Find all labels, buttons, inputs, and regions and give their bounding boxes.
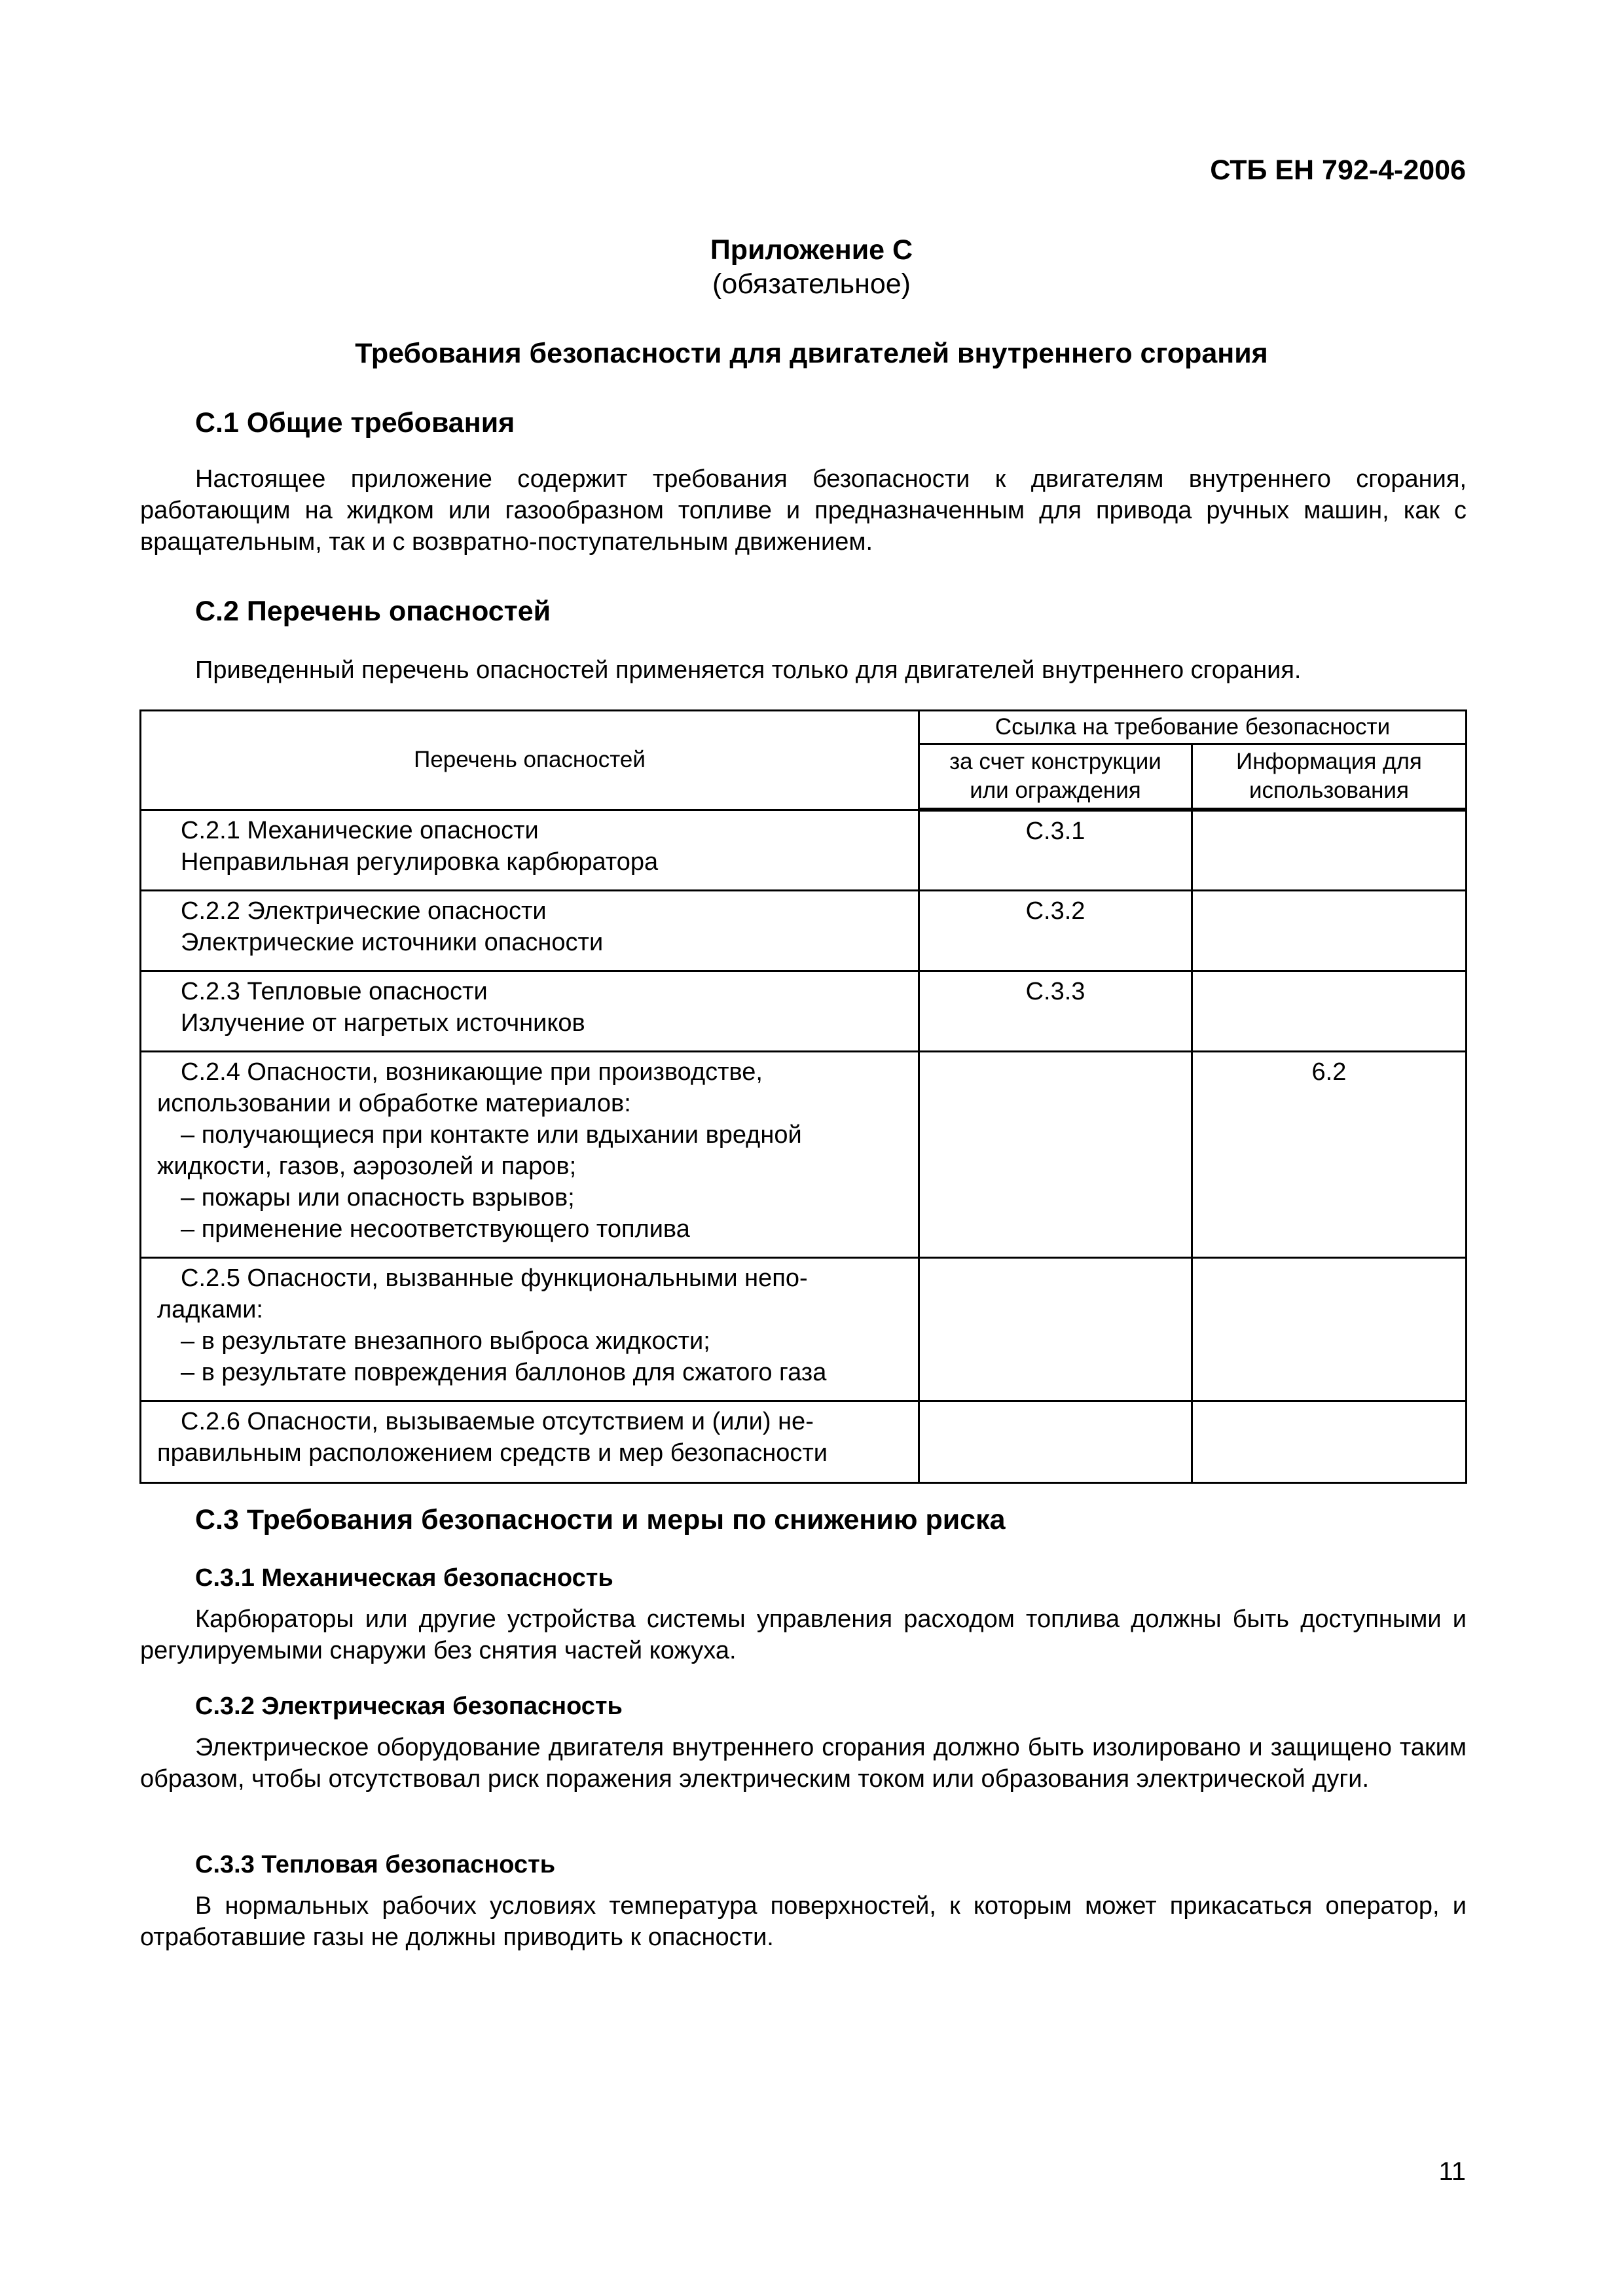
information-ref-cell — [1192, 1257, 1466, 1401]
hazard-line: С.2.3 Тепловые опасности — [181, 977, 488, 1005]
page-number: 11 — [1438, 2157, 1466, 2186]
hazard-line: – получающиеся при контакте или вдыхании вредной — [181, 1121, 802, 1149]
table-row — [141, 1051, 1467, 1257]
section-c32-text: Электрическое оборудование двигателя внутреннего сгорания должно быть изолировано и защищено таким образом, чтобы отсутствовал риск поражения электрическим током или образования электрической дуги. — [140, 1734, 1467, 1793]
hazard-line: Неправильная регулировка карбюратора — [181, 848, 659, 876]
hazard-line: С.2.4 Опасности, возникающие при производстве, — [181, 1058, 763, 1086]
section-c2-heading: С.2 Перечень опасностей — [195, 596, 551, 627]
hazards-table — [139, 709, 1467, 1484]
hazard-cell — [141, 971, 919, 1051]
construction-ref-cell: С.3.3 — [919, 971, 1192, 1051]
hazard-line: С.2.5 Опасности, вызванные функциональными непо- — [181, 1264, 808, 1292]
col-header-construction — [919, 744, 1192, 810]
information-ref-cell — [1192, 810, 1466, 890]
hazard-line: Электрические источники опасности — [181, 928, 604, 956]
information-ref-cell — [1192, 1401, 1466, 1482]
hazard-line: С.2.1 Механические опасности — [181, 816, 539, 844]
hazard-line: С.2.2 Электрические опасности — [181, 897, 547, 925]
construction-ref-cell: С.3.2 — [919, 890, 1192, 971]
table-row — [141, 1401, 1467, 1482]
construction-ref-cell — [919, 1401, 1192, 1482]
section-c1-text: Настоящее приложение содержит требования безопасности к двигателям внутреннего сгорания, работающим на жидком или газообразном топливе и предназначенным для привода ручных машин, как с вращательным, так и с возвратно-поступательным движением. — [140, 465, 1467, 556]
col-header-construction-line: или ограждения — [970, 778, 1141, 803]
information-ref-cell: 6.2 — [1192, 1051, 1466, 1257]
hazard-line: использовании и обработке материалов: — [157, 1089, 631, 1117]
col-header-information-line: Информация для — [1236, 749, 1422, 774]
hazard-cell — [141, 810, 919, 890]
col-header-hazards: Перечень опасностей — [141, 711, 919, 810]
main-title: Требования безопасности для двигателей внутреннего сгорания — [355, 338, 1268, 369]
appendix-title: Приложение С — [710, 234, 913, 266]
hazard-cell — [141, 1257, 919, 1401]
section-c33-text: В нормальных рабочих условиях температура поверхностей, к которым может прикасаться оператор, и отработавшие газы не должны приводить к опасности. — [140, 1892, 1467, 1951]
hazard-cell — [141, 1051, 919, 1257]
hazard-line: – пожары или опасность взрывов; — [181, 1183, 575, 1211]
hazard-line: – в результате повреждения баллонов для сжатого газа — [181, 1358, 827, 1386]
table-row — [141, 1257, 1467, 1401]
hazard-line: правильным расположением средств и мер безопасности — [157, 1439, 828, 1467]
document-code: СТБ ЕН 792-4-2006 — [1210, 154, 1466, 186]
hazard-line: – в результате внезапного выброса жидкости; — [181, 1327, 710, 1355]
table-row — [141, 971, 1467, 1051]
construction-ref-cell — [919, 1051, 1192, 1257]
hazard-line: – применение несоответствующего топлива — [181, 1215, 690, 1243]
table-row — [141, 810, 1467, 890]
section-c32-heading: С.3.2 Электрическая безопасность — [195, 1693, 623, 1720]
table-row — [141, 890, 1467, 971]
col-header-reference-group: Ссылка на требование безопасности — [919, 711, 1467, 744]
hazard-cell — [141, 890, 919, 971]
section-c3-heading: С.3 Требования безопасности и меры по снижению риска — [195, 1504, 1006, 1535]
hazard-line: С.2.6 Опасности, вызываемые отсутствием и (или) не- — [181, 1407, 814, 1435]
col-header-information-line: использования — [1249, 778, 1409, 803]
construction-ref-cell: С.3.1 — [919, 810, 1192, 890]
col-header-construction-line: за счет конструкции — [949, 749, 1161, 774]
section-c2-text: Приведенный перечень опасностей применяется только для двигателей внутреннего сгорания. — [195, 656, 1302, 684]
information-ref-cell — [1192, 890, 1466, 971]
hazard-line: ладками: — [157, 1295, 263, 1323]
section-c31-text: Карбюраторы или другие устройства системы управления расходом топлива должны быть доступными и регулируемыми снаружи без снятия частей кожуха. — [140, 1605, 1467, 1664]
information-ref-cell — [1192, 971, 1466, 1051]
appendix-subtitle: (обязательное) — [712, 268, 911, 300]
col-header-information — [1192, 744, 1466, 810]
section-c31-heading: С.3.1 Механическая безопасность — [195, 1564, 613, 1592]
hazard-line: Излучение от нагретых источников — [181, 1009, 585, 1037]
hazard-cell — [141, 1401, 919, 1482]
hazard-line: жидкости, газов, аэрозолей и паров; — [157, 1152, 577, 1180]
section-c33-heading: С.3.3 Тепловая безопасность — [195, 1851, 556, 1878]
section-c1-heading: С.1 Общие требования — [195, 407, 515, 439]
construction-ref-cell — [919, 1257, 1192, 1401]
